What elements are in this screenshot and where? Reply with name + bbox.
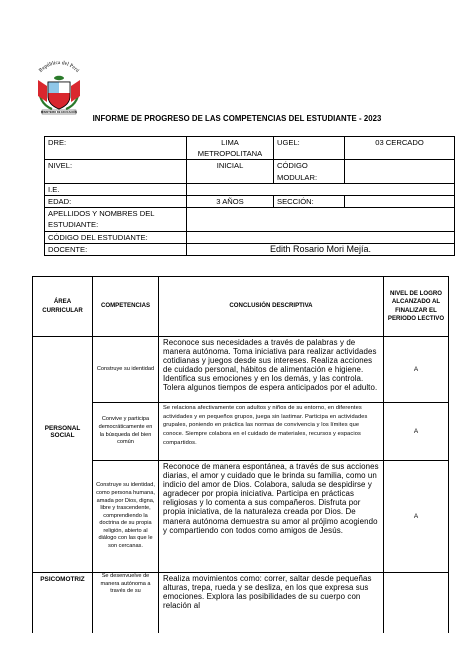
competencia-cell: Convive y participa democráticamente en la búsqueda del bien común	[93, 403, 159, 461]
edad-value: 3 AÑOS	[187, 196, 274, 208]
nivel-cell[interactable]: A	[384, 403, 449, 461]
codigo-estudiante-value[interactable]	[187, 231, 455, 243]
col-header-conclusion: CONCLUSIÓN DESCRIPTIVA	[159, 277, 384, 337]
seccion-value[interactable]	[345, 196, 455, 208]
conclusion-cell: Se relaciona afectivamente con adultos y niños de su entorno, en diferentes actividades y en pequeños grupos, juega sin lastimar. Participa en actividades grupales, poniendo en práctica las normas de convivencia y los límites que conoce. Siempre colabora en el cuidado de materiales, recursos y espacios compartidos.	[159, 403, 384, 461]
col-header-competencias: COMPETENCIAS	[93, 277, 159, 337]
dre-value	[187, 137, 274, 160]
codigo-estudiante-label: CÓDIGO DEL ESTUDIANTE:	[45, 231, 187, 243]
ugel-label: UGEL:	[274, 137, 345, 160]
ie-value[interactable]	[187, 183, 455, 195]
nivel-value: INICIAL	[187, 160, 274, 183]
apellidos-label-line-1: APELLIDOS Y NOMBRES DEL	[48, 209, 155, 219]
peru-coat-of-arms-seal	[26, 56, 92, 118]
codigo-modular-value[interactable]	[345, 160, 455, 183]
ie-label: I.E.	[45, 183, 187, 195]
student-info-table	[44, 136, 455, 256]
nivel-label: NIVEL:	[45, 160, 187, 183]
apellidos-label	[45, 208, 187, 231]
codigo-modular-label	[274, 160, 345, 183]
conclusion-cell: Reconoce sus necesidades a través de palabras y de manera autónoma. Toma iniciativa para realizar actividades cotidianas y juegos desde sus intereses. Realiza acciones de cuidado personal, hábitos de alimentación e higiene. Identifica sus emociones y en los demás, y las controla. Tolera algunos tiempos de espera anticipados por el adulto.	[159, 337, 384, 403]
competencia-cell: Construye su identidad	[93, 337, 159, 403]
conclusion-cell: Realiza movimientos como: correr, saltar desde pequeñas alturas, trepa, rueda y se desliza, en los que expresa sus emociones. Explora las posibilidades de su cuerpo con relación al	[159, 573, 384, 633]
edad-label: EDAD:	[45, 196, 187, 208]
docente-value: Edith Rosario Mori Mejía.	[187, 243, 455, 255]
area-cell	[33, 337, 93, 403]
col-header-area: ÁREA CURRICULAR	[33, 277, 93, 337]
dre-label: DRE:	[45, 137, 187, 160]
nivel-cell[interactable]	[384, 573, 449, 633]
nivel-cell[interactable]: A	[384, 461, 449, 573]
document-title: INFORME DE PROGRESO DE LAS COMPETENCIAS DEL ESTUDIANTE - 2023	[92, 114, 382, 123]
competencia-cell: Construye su identidad, como persona humana, amada por Dios, digna, libre y trascendente, comprendiendo la doctrina de su propia religión, abierto al diálogo con las que le son cercanas.	[93, 461, 159, 573]
seccion-label: SECCIÓN:	[274, 196, 345, 208]
competencies-table	[32, 276, 449, 633]
competencia-cell: Se desenvuelve de manera autónoma a través de su	[93, 573, 159, 633]
area-cell	[33, 461, 93, 573]
docente-label: DOCENTE:	[45, 243, 187, 255]
svg-text:República del Perú: República del Perú	[37, 59, 81, 74]
area-cell-personal-social: PERSONAL SOCIAL	[33, 403, 93, 461]
col-header-nivel: NIVEL DE LOGRO ALCANZADO AL FINALIZAR EL PERIODO LECTIVO	[384, 277, 449, 337]
dre-value-line-1: LIMA	[221, 138, 239, 147]
coat-of-arms-icon	[26, 56, 92, 118]
area-cell-psicomotriz: PSICOMOTRIZ	[33, 573, 93, 633]
nivel-cell[interactable]: A	[384, 337, 449, 403]
dre-value-line-2: METROPOLITANA	[197, 149, 263, 159]
conclusion-cell: Reconoce de manera espontánea, a través de sus acciones diarias, el amor y cuidado que le brinda su familia, como un indicio del amor de Dios. Colabora, saluda se despidirse y agradecer por propia iniciativa. Participa en prácticas religiosas y lo comenta a sus compañeros. Disfruta por propia iniciativa, de la naturaleza creada por Dios. De manera autónoma demuestra su amor al prójimo acogiendo y compartiendo con todos como amigos de Jesús.	[159, 461, 384, 573]
apellidos-value[interactable]	[187, 208, 455, 231]
codigo-modular-label-line-2: MODULAR:	[277, 172, 318, 182]
codigo-modular-label-line-1: CÓDIGO	[277, 161, 308, 171]
svg-text:MINISTERIO DE EDUCACIÓN: MINISTERIO DE EDUCACIÓN	[41, 111, 77, 115]
apellidos-label-line-2: ESTUDIANTE:	[48, 220, 99, 230]
ugel-value: 03 CERCADO	[345, 137, 455, 160]
